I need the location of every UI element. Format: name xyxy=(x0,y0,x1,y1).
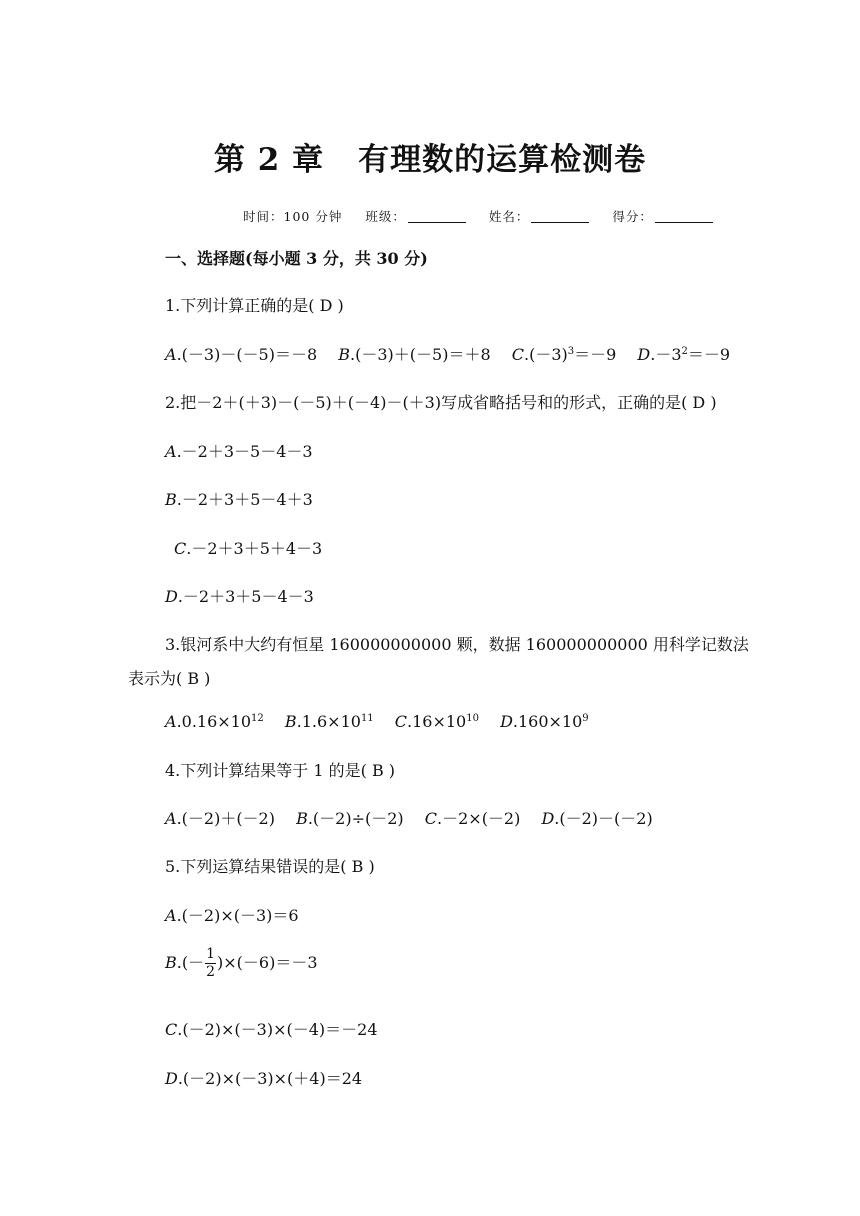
q2-option-a: A.－2＋3－5－4－3 xyxy=(165,442,313,461)
q2-option-b: B.－2＋3＋5－4＋3 xyxy=(165,490,313,509)
question-4-options xyxy=(165,806,653,829)
class-blank[interactable] xyxy=(408,210,466,223)
q2-option-d: D.－2＋3＋5－4－3 xyxy=(165,587,314,606)
score-field xyxy=(612,207,713,225)
q2-option-c: C.－2＋3＋5＋4－3 xyxy=(174,539,323,558)
q4-option-b: B.(－2)÷(－2) xyxy=(296,809,404,828)
question-3-stem-line2: 表示为( B ) xyxy=(128,669,211,688)
q1-option-b: B.(－3)＋(－5)＝＋8 xyxy=(338,345,491,364)
title-chapter: 第 2 章 xyxy=(213,142,325,178)
q1-option-a: A.(－3)－(－5)＝－8 xyxy=(165,345,318,364)
q1-option-c: $C.(-3)^3=-9$ xyxy=(511,345,617,364)
q5-option-c: C.(－2)×(－3)×(－4)＝－24 xyxy=(165,1020,378,1039)
name-blank[interactable] xyxy=(531,210,589,223)
question-1-options xyxy=(165,342,730,365)
question-5-stem: 5.下列运算结果错误的是( B ) xyxy=(165,857,375,876)
name-label: 姓名： xyxy=(488,209,530,224)
question-3-options xyxy=(165,712,589,731)
section-heading: 一、选择题(每小题 3 分，共 30 分) xyxy=(165,249,428,268)
page-title xyxy=(0,134,860,179)
exam-info-row xyxy=(243,207,731,225)
q4-option-a: A.(－2)＋(－2) xyxy=(165,809,275,828)
q5-option-b: B.(－ $\frac{1}{2}$ )×(－6)＝－3 xyxy=(165,946,318,980)
score-blank[interactable] xyxy=(655,210,713,223)
q4-option-d: D.(－2)－(－2) xyxy=(541,809,653,828)
title-subject: 有理数的运算检测卷 xyxy=(358,142,647,178)
q4-option-c: C.－2×(－2) xyxy=(424,809,521,828)
question-4-stem: 4.下列计算结果等于 1 的是( B ) xyxy=(165,761,396,780)
q5-option-d: D.(－2)×(－3)×(＋4)＝24 xyxy=(165,1069,363,1088)
class-label: 班级： xyxy=(365,209,406,224)
time-limit: 时间：100 分钟 xyxy=(243,209,343,224)
question-3-stem-line1: 3.银河系中大约有恒星 160000000000 颗，数据 160000000000 用科学记数法 xyxy=(165,635,749,654)
q3-option-c: $C.16\times 10^{10}$ xyxy=(394,712,479,731)
question-1-stem: 1.下列计算正确的是( D ) xyxy=(165,296,344,315)
fraction-one-half: $\frac{1}{2}$ xyxy=(206,946,216,980)
q5-option-a: A.(－2)×(－3)＝6 xyxy=(165,906,299,925)
class-field xyxy=(365,207,466,225)
q3-option-b: $B.1.6\times 10^{11}$ xyxy=(284,712,374,731)
name-field xyxy=(489,207,590,225)
q3-option-a: $A.0.16\times 10^{12}$ xyxy=(165,712,264,731)
q3-option-d: $D.160\times 10^9$ xyxy=(500,712,589,731)
q1-option-d: $D.-3^2=-9$ xyxy=(637,345,731,364)
question-2-stem: 2.把－2＋(＋3)－(－5)＋(－4)－(＋3)写成省略括号和的形式，正确的是( D ) xyxy=(165,393,717,412)
score-label: 得分： xyxy=(612,209,653,224)
